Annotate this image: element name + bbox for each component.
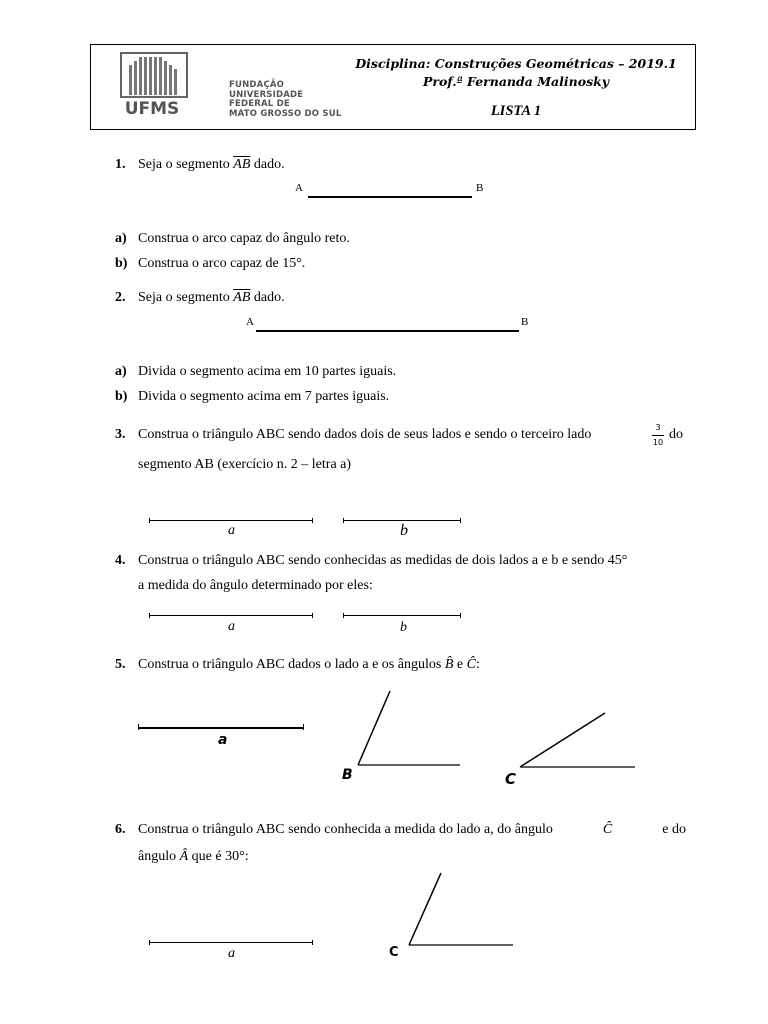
question-3-text-line1: Construa o triângulo ABC sendo dados dois de seus lados e sendo o terceiro lado [138, 427, 592, 442]
logo-line: FUNDAÇÃO [229, 80, 285, 90]
segment-end-tick [149, 940, 150, 945]
segment-end-tick [303, 724, 304, 730]
angle-c-figure [395, 870, 520, 950]
segment-end-tick [312, 940, 313, 945]
q2-text-pre: Seja o segmento [138, 290, 234, 305]
angle-c-symbol: Ĉ [602, 822, 613, 837]
segment-end-tick [460, 613, 461, 618]
question-number: 5. [115, 657, 126, 672]
item-text: Construa o arco capaz do ângulo reto. [138, 231, 350, 246]
q2-text-post: dado. [250, 290, 285, 305]
question-5-text [138, 657, 480, 673]
point-a-label: A [246, 316, 254, 328]
segment-a-label: a [218, 732, 228, 748]
logo-abbrev: UFMS [124, 99, 180, 119]
question-number: 1. [115, 157, 126, 172]
segment-b [343, 615, 461, 616]
fraction-bar [652, 435, 664, 436]
segment-a [138, 727, 304, 729]
segment-b [343, 520, 461, 521]
angle-b-symbol: B̂ [444, 657, 454, 672]
item-label: a) [115, 364, 127, 379]
q6-text-line1-pre: Construa o triângulo ABC sendo conhecida a medida do lado a, do ângulo [138, 822, 553, 837]
segment-b-label: b [400, 522, 408, 539]
q6-text-line2-post: que é 30°: [188, 849, 249, 864]
ufms-building-icon [119, 51, 189, 99]
item-text: Divida o segmento acima em 7 partes iguais. [138, 389, 390, 404]
segment-ab [308, 196, 472, 198]
angle-c-symbol: Ĉ [466, 657, 476, 672]
question-1-text [138, 157, 285, 173]
segment-a [149, 520, 313, 521]
segment-symbol: $\overline{AB}$ [233, 157, 251, 172]
segment-a-label: a [228, 523, 235, 538]
question-number: 3. [115, 427, 126, 442]
header-box [90, 44, 696, 130]
question-3-text-line2: segmento AB (exercício n. 2 – letra a) [138, 457, 352, 472]
q1-text-pre: Seja o segmento [138, 157, 234, 172]
question-number: 4. [115, 553, 126, 568]
segment-a [149, 615, 313, 616]
ufms-logo [119, 51, 342, 123]
q5-text-pre: Construa o triângulo ABC dados o lado a e os ângulos [138, 657, 445, 672]
question-2-text [138, 290, 285, 306]
discipline-title: Disciplina: Construções Geométricas – 2019.1 [355, 56, 677, 71]
vertex-c-label: C [505, 770, 517, 788]
segment-end-tick [460, 518, 461, 523]
question-6-text-line1 [138, 822, 686, 838]
angle-b-figure [340, 685, 470, 775]
segment-symbol: $\overline{AB}$ [233, 290, 251, 305]
segment-a-label: a [228, 946, 235, 961]
item-text: Construa o arco capaz de 15°. [138, 256, 306, 271]
logo-line: MATO GROSSO DO SUL [229, 108, 342, 119]
logo-institution-name [229, 81, 341, 119]
segment-a-label: a [228, 619, 235, 634]
segment-b-label: b [400, 620, 407, 635]
point-a-label: A [295, 182, 303, 194]
list-title: LISTA 1 [490, 103, 542, 119]
segment-end-tick [312, 518, 313, 523]
q5-text-post: : [475, 657, 480, 672]
q1-text-post: dado. [250, 157, 285, 172]
logo-line: UNIVERSIDADE [229, 89, 304, 100]
q6-text-line1-post: e do [662, 822, 686, 837]
item-label: b) [115, 256, 128, 271]
segment-end-tick [149, 518, 150, 523]
point-b-label: B [521, 316, 529, 328]
vertex-c-label: C [389, 945, 399, 960]
professor-name: Prof.ª Fernanda Malinosky [422, 74, 610, 89]
point-b-label: B [476, 182, 484, 194]
logo-line: FEDERAL DE [229, 99, 290, 109]
item-label: a) [115, 231, 127, 246]
question-4-text-line1: Construa o triângulo ABC sendo conhecidas as medidas de dois lados a e b e sendo 45° [138, 553, 628, 568]
item-label: b) [115, 389, 128, 404]
angle-a-symbol: Â [179, 849, 189, 864]
question-number: 2. [115, 290, 126, 305]
segment-ab [256, 330, 519, 332]
angle-c-figure [505, 705, 645, 775]
segment-end-tick [312, 613, 313, 618]
q6-text-line2-pre: ângulo [138, 849, 180, 864]
segment-end-tick [343, 518, 344, 523]
item-text: Divida o segmento acima em 10 partes iguais. [138, 364, 397, 379]
question-4-text-line2: a medida do ângulo determinado por eles: [138, 578, 373, 593]
question-6-text-line2 [138, 849, 249, 865]
segment-a [149, 942, 313, 943]
question-3-text-after-fraction: do [669, 427, 683, 442]
fraction-numerator: 3 [655, 423, 661, 432]
segment-end-tick [138, 724, 139, 730]
vertex-b-label: B [342, 767, 353, 783]
fraction-denominator: 10 [652, 438, 664, 447]
q5-text-mid: e [453, 657, 467, 672]
segment-end-tick [343, 613, 344, 618]
segment-end-tick [149, 613, 150, 618]
question-number: 6. [115, 822, 126, 837]
